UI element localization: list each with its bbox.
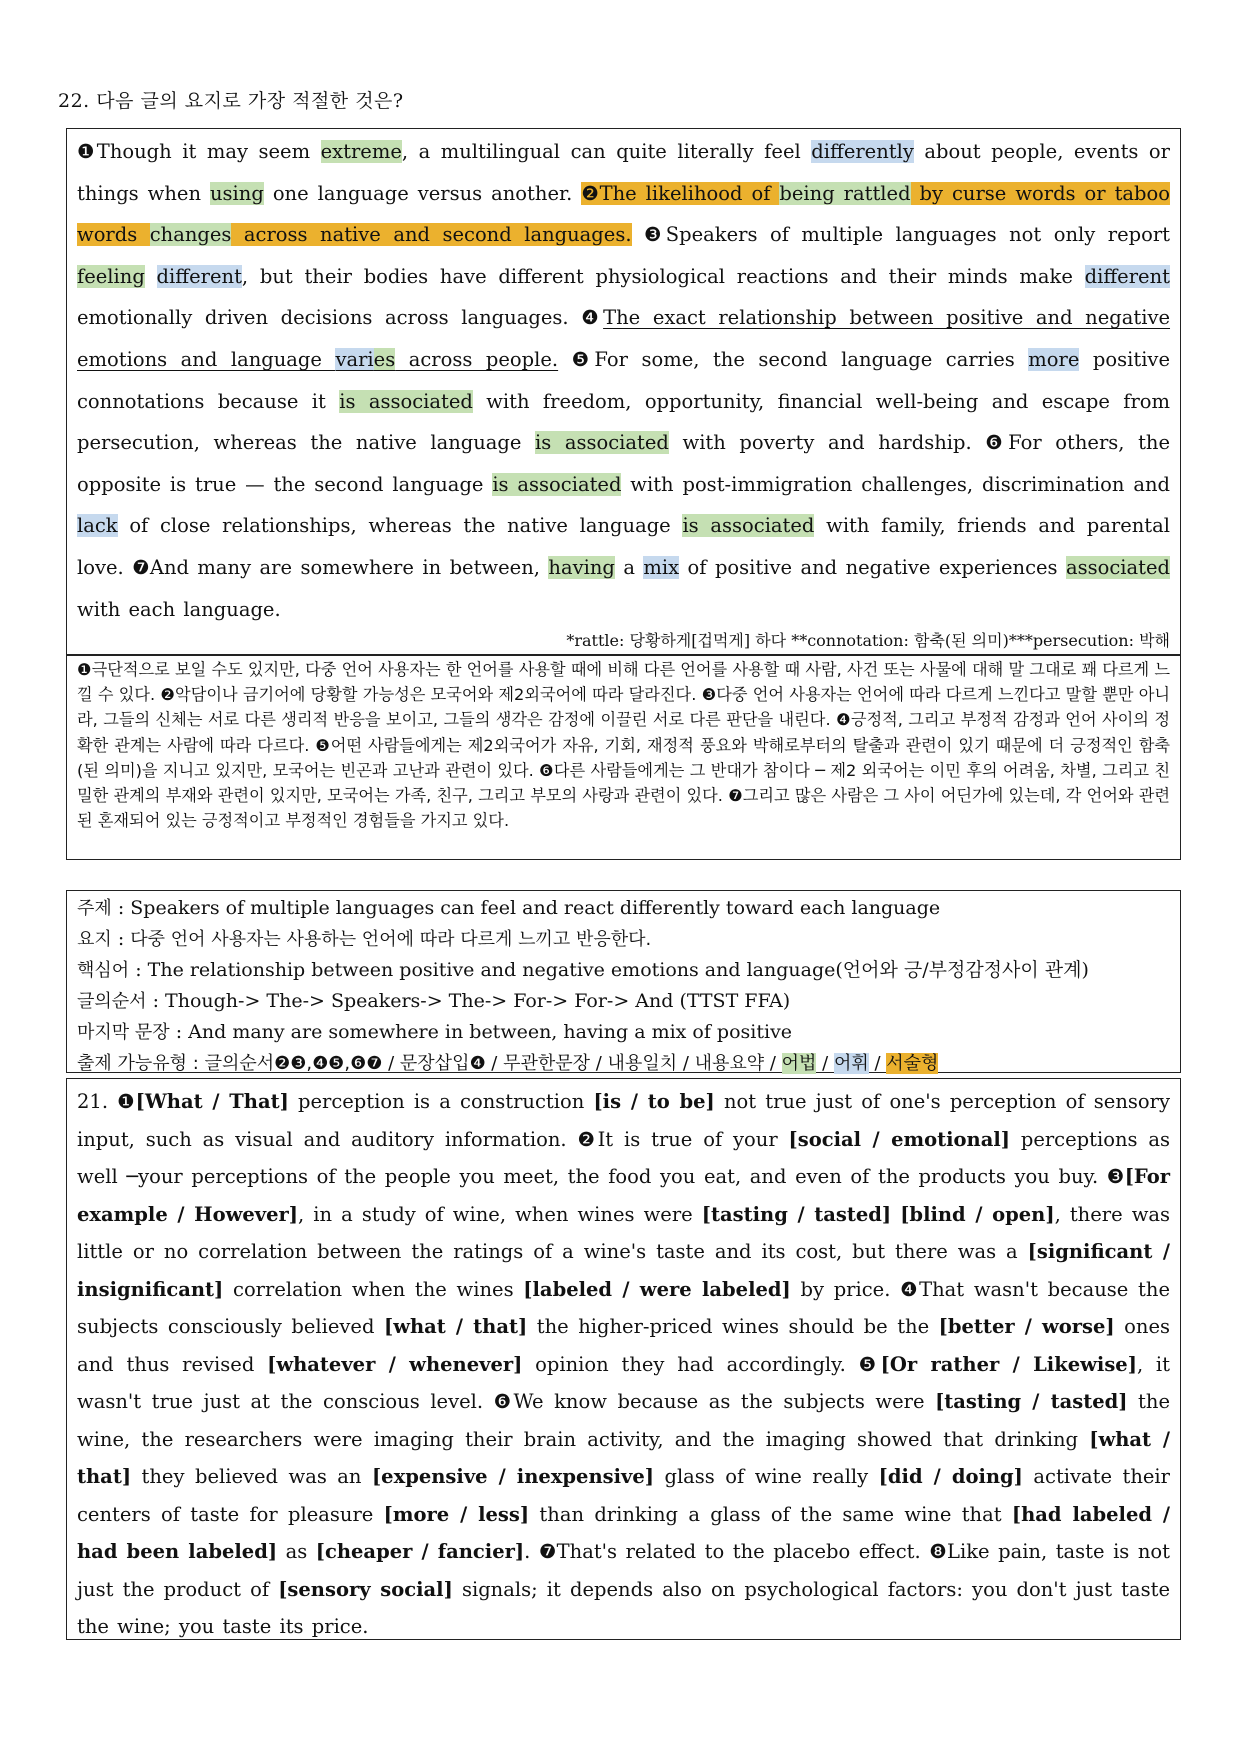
q21-segment: glass of wine really xyxy=(653,1465,879,1488)
q21-segment: [social / emotional] xyxy=(788,1127,1010,1151)
passage-segment: across people. xyxy=(395,347,559,371)
passage-segment: more xyxy=(1028,347,1080,371)
q21-segment: [tasting / tasted] xyxy=(935,1390,1128,1413)
passage-segment: lack xyxy=(77,514,118,538)
q21-segment: [more / less] xyxy=(383,1502,530,1526)
passage-segment: ❹ xyxy=(581,306,604,330)
type-written-badge: 서술형 xyxy=(886,1053,939,1074)
q21-segment: the wine, the researchers were imaging their brain activity, and the imaging showed that drinking xyxy=(77,1390,1170,1451)
passage-segment: associated xyxy=(1065,555,1170,579)
q21-segment: [whatever / whenever] xyxy=(267,1352,523,1376)
q21-segment: perception is a construction xyxy=(288,1090,594,1113)
passage-segment: emotionally driven decisions across languages. xyxy=(77,306,582,330)
passage-segment: changes xyxy=(149,223,232,247)
passage-segment: differently xyxy=(811,140,914,163)
q21-segment: than drinking a glass of the same wine that xyxy=(529,1502,1012,1526)
q21-segment: [better / worse] xyxy=(938,1315,1115,1338)
vocabulary-footnote: *rattle: 당황하게[겁먹게] 하다 **connotation: 함축(된 의미)***persecution: 박해 xyxy=(566,631,1170,650)
q21-segment: [labeled / were labeled] xyxy=(523,1277,791,1301)
q21-segment: by price. ❹That wasn't because the subjects consciously believed xyxy=(77,1277,1170,1338)
passage-segment: having xyxy=(548,555,615,579)
passage-segment: being rattled xyxy=(779,181,911,205)
q21-segment: [blind / open] xyxy=(900,1202,1055,1226)
question-22-title: 22. 다음 글의 요지로 가장 적절한 것은? xyxy=(58,90,404,112)
topic-text: Speakers of multiple languages can feel and react differently toward each language xyxy=(130,897,941,919)
passage-segment: about people, events or things when xyxy=(77,140,1170,205)
q21-segment: activate their centers of taste for pleasure xyxy=(77,1465,1170,1526)
passage-segment: es xyxy=(373,347,396,371)
q21-segment xyxy=(891,1203,900,1226)
keyword-text: The relationship between positive and negative emotions and language(언어와 긍/부정감정사이 관계) xyxy=(147,959,1089,981)
q21-segment: ones and thus revised xyxy=(77,1315,1171,1376)
gist-row: 요지 : 다중 언어 사용자는 사용하는 언어에 따라 다르게 느끼고 반응한다. xyxy=(77,928,652,950)
summary-box xyxy=(66,890,1181,1073)
passage-segment: positive connotations because it xyxy=(77,347,1170,413)
q21-segment: [What / That] xyxy=(135,1090,289,1113)
type-grammar-badge: 어법 xyxy=(781,1053,817,1074)
q21-segment: , there was little or no correlation between the ratings of a wine's taste and its cost, but there was a xyxy=(77,1202,1171,1263)
q21-segment: [what / that] xyxy=(383,1315,528,1338)
passage-segment: by curse words or taboo words xyxy=(77,181,1170,247)
passage-segment: is associated xyxy=(535,431,669,455)
question-21-box xyxy=(66,1078,1181,1640)
type-vocab-badge: 어휘 xyxy=(833,1053,869,1074)
passage-segment: with poverty and hardship. ❻For others, the opposite is true — the second language xyxy=(77,431,1170,496)
passage-segment: using xyxy=(209,181,264,205)
q21-segment: [expensive / inexpensive] xyxy=(371,1465,654,1488)
q21-segment: [For example / However] xyxy=(77,1165,1170,1226)
q21-segment: [tasting / tasted] xyxy=(701,1202,892,1226)
passage-segment: , but their bodies have different physiological reactions and their minds make xyxy=(241,264,1085,288)
passage-segment: ❶Though it may seem xyxy=(77,140,321,163)
q21-segment: signals; it depends also on psychological factors: you don't just taste the wine; you taste its price. xyxy=(77,1577,1171,1638)
passage-segment: ❷The likelihood of xyxy=(581,181,780,205)
order-row: 글의순서 : Though-> The-> Speakers-> The-> For-> For-> And (TTST FFA) xyxy=(77,990,791,1012)
q21-segment: opinion they had accordingly. ❺ xyxy=(522,1352,881,1376)
passage-segment: vari xyxy=(335,347,374,371)
passage-segment: across native and second languages. xyxy=(231,223,632,247)
q21-segment: the higher-priced wines should be the xyxy=(527,1315,939,1338)
passage-segment: with freedom, opportunity, financial well-being and escape from persecution, whereas the native language xyxy=(77,389,1171,455)
passage-segment: , a multilingual can quite literally feel xyxy=(401,140,812,163)
passage-segment: with post-immigration challenges, discrimination and xyxy=(621,472,1170,496)
passage-segment: The exact relationship between positive and negative emotions and language xyxy=(77,306,1171,371)
q21-segment: [Or rather / Likewise] xyxy=(880,1352,1137,1376)
passage-segment: is associated xyxy=(682,514,815,538)
passage-segment: with each language. xyxy=(77,597,281,621)
last-sentence-row: 마지막 문장 : And many are somewhere in between, having a mix of positive xyxy=(77,1021,793,1043)
topic-row: 주제 : Speakers of multiple languages can feel and react differently toward each language xyxy=(77,897,941,919)
korean-translation: ❶극단적으로 보일 수도 있지만, 다중 언어 사용자는 한 언어를 사용할 때에 비해 다른 언어를 사용할 때 사람, 사건 또는 사물에 대해 말 그대로 꽤 다르게 느낄 수 있다. ❷악담이나 금기어에 당황할 가능성은 모국어와 제2외국어에 따라 달라진다. ❸다중 언어 사용자는 언어에 따라 다르게 느낀다고 말할 뿐만 아니라, 그들의 신체는 서로 다른 생리적 반응을 보이고, 그들의 생각은 감정에 이끌린 서로 다른 판단을 내린다. ❹긍정적, 그리고 부정적 감정과 언어 사이의 정확한 관계는 사람에 따라 다르다. ❺어떤 사람들에게는 제2외국어가 자유, 기회, 재정적 풍요와 박해로부터의 탈출과 관련이 있기 때문에 더 긍정적인 함축(된 의미)을 지니고 있지만, 모국어는 빈곤과 고난과 관련이 있다. ❻다른 사람들에게는 그 반대가 참이다 ─ 제2 외국어는 이민 후의 어려움, 차별, 그리고 친밀한 관계의 부재와 관련이 있지만, 모국어는 가족, 친구, 그리고 부모의 사랑과 관련이 있다. ❼그리고 많은 사람은 그 사이 어딘가에 있는데, 각 언어와 관련된 혼재되어 있는 긍정적이고 부정적인 경험들을 가지고 있다. xyxy=(77,660,1170,831)
question-types-row: 출제 가능유형 : 글의순서❷❸,❹❺,❻❼ / 문장삽입❹ / 무관한문장 / 내용일치 / 내용요약 / 어법 / 어휘 / 서술형 xyxy=(77,1053,939,1074)
q21-segment: they believed was an xyxy=(131,1465,372,1488)
passage-segment: extreme xyxy=(320,140,402,163)
passage-segment: mix xyxy=(643,555,680,579)
q21-segment: [did / doing] xyxy=(878,1465,1023,1488)
passage-segment: with family, friends and parental love. ❼And many are somewhere in between, xyxy=(77,514,1170,579)
q21-segment: , it wasn't true just at the conscious level. ❻We know because as the subjects were xyxy=(77,1352,1170,1413)
q21-segment: as xyxy=(277,1540,316,1563)
q21-segment: . ❼That's related to the placebo effect. ❽Like pain, taste is not just the product of xyxy=(77,1540,1170,1601)
q21-segment: [is / to be] xyxy=(593,1090,715,1113)
q21-segment: perceptions as well ─your perceptions of the people you meet, the food you eat, and even of the products you buy. ❸ xyxy=(77,1127,1170,1188)
passage-segment: a xyxy=(614,555,644,579)
passage-segment: different xyxy=(1084,264,1170,288)
gist-text: 다중 언어 사용자는 사용하는 언어에 따라 다르게 느끼고 반응한다. xyxy=(130,929,652,950)
passage-segment xyxy=(145,265,157,288)
passage-segment: of positive and negative experiences xyxy=(679,555,1066,579)
q21-segment: [had labeled / had been labeled] xyxy=(77,1502,1171,1563)
passage-segment: is associated xyxy=(492,472,622,496)
question-22-passage-box xyxy=(66,128,1181,655)
passage-segment: different xyxy=(156,264,242,288)
q21-segment: [what / that] xyxy=(77,1427,1170,1488)
q21-segment: 21. ❶ xyxy=(77,1090,136,1113)
q21-segment: , in a study of wine, when wines were xyxy=(298,1202,702,1226)
order-text: Though-> The-> Speakers-> The-> For-> For-> And (TTST FFA) xyxy=(165,990,791,1012)
passage-segment: one language versus another. xyxy=(263,181,582,205)
q21-segment: [cheaper / fancier] xyxy=(315,1540,525,1563)
passage-segment: of close relationships, whereas the native language xyxy=(117,514,683,538)
passage-segment: is associated xyxy=(339,389,473,413)
q21-segment: correlation when the wines xyxy=(223,1277,524,1301)
question-21-text xyxy=(77,1083,1170,1646)
keyword-row: 핵심어 : The relationship between positive and negative emotions and language(언어와 긍/부정감정사이 관계) xyxy=(77,959,1089,981)
korean-translation-box xyxy=(66,655,1181,860)
q21-segment: [sensory social] xyxy=(278,1577,453,1601)
passage-segment: ❸Speakers of multiple languages not only report xyxy=(631,223,1170,247)
last-sentence-text: And many are somewhere in between, having a mix of positive xyxy=(188,1021,793,1043)
q21-segment: [significant / insignificant] xyxy=(77,1240,1170,1301)
passage-segment: ❺For some, the second language carries xyxy=(558,347,1029,371)
passage-segment: feeling xyxy=(77,264,145,288)
passage-text xyxy=(77,131,1170,630)
q21-segment: not true just of one's perception of sensory input, such as visual and auditory information. ❷It is true of your xyxy=(77,1090,1170,1151)
